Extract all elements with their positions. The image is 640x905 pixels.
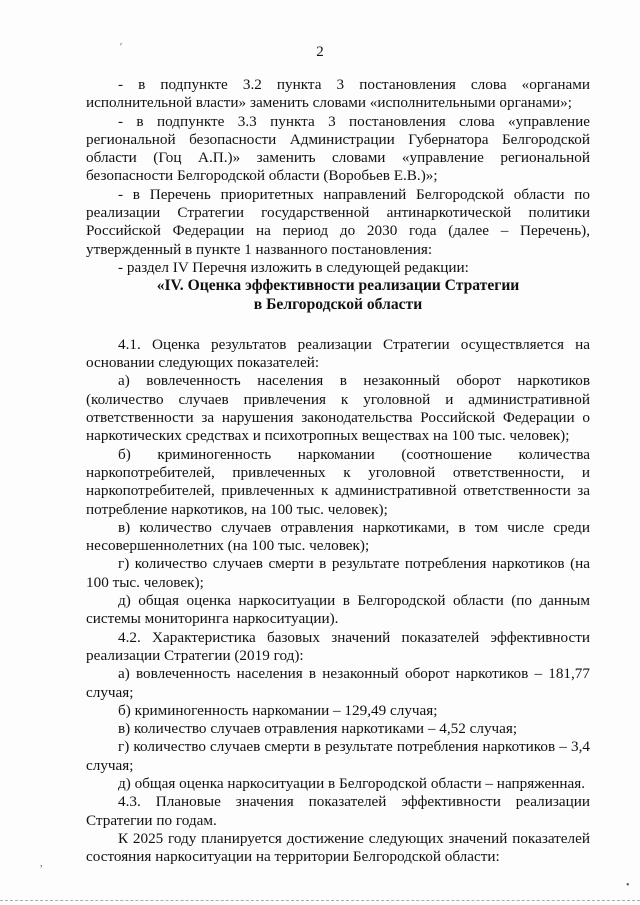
page-number: 2 <box>316 44 324 60</box>
paragraph-4-1-b: б) криминогенность наркомании (соотношение количества наркопотребителей, привлеченных к уголовной ответственности, и наркопотребителей, привлеченных к административной ответственности за потребление наркотиков, на 100 тыс. человек); <box>86 445 590 518</box>
paragraph-priority-list: - в Перечень приоритетных направлений Белгородской области по реализации Стратегии государственной антинаркотической политики Российской Федерации на период до 2030 года (далее – Перечень), утвержденный в пункте 1 названного постановления: <box>86 185 590 258</box>
document-body <box>86 76 590 866</box>
paragraph-4-2: 4.2. Характеристика базовых значений показателей эффективности реализации Стратегии (2019 год): <box>86 628 590 664</box>
paragraph-4-2-d: д) общая оценка наркоситуации в Белгородской области – напряженная. <box>118 774 585 792</box>
scan-speck: • <box>626 880 630 891</box>
paragraph-section-iv-intro: - раздел IV Перечня изложить в следующей редакции: <box>118 258 469 276</box>
heading-spacer <box>86 314 590 336</box>
paragraph-4-1-v: в) количество случаев отравления наркотиками, в том числе среди несовершеннолетних (на 100 тыс. человек); <box>86 518 590 555</box>
paragraph-4-1: 4.1. Оценка результатов реализации Стратегии осуществляется на основании следующих показателей: <box>86 335 590 372</box>
section-heading-line1: «IV. Оценка эффективности реализации Стратегии <box>156 277 520 295</box>
scan-speck: ′ <box>120 42 123 53</box>
section-heading-line2: в Белгородской области <box>253 295 423 313</box>
scan-bottom-edge <box>0 899 640 901</box>
paragraph-4-2-a: а) вовлеченность населения в незаконный оборот наркотиков – 181,77 случая; <box>86 665 590 701</box>
paragraph-subclause-3-3: - в подпункте 3.3 пункта 3 постановления слова «управление региональной безопасности Администрации Губернатора Белгородской области (Гоц А.П.)» заменить словами «управление региональной безопасности Белгородской области (Воробьев Е.В.)»; <box>86 112 590 185</box>
paragraph-4-3: 4.3. Плановые значения показателей эффективности реализации Стратегии по годам. <box>86 793 590 829</box>
paragraph-4-1-d: д) общая оценка наркоситуации в Белгородской области (по данным системы мониторинга наркоситуации). <box>86 592 590 628</box>
paragraph-subclause-3-2: - в подпункте 3.2 пункта 3 постановления слова «органами исполнительной власти» заменить словами «исполнительными органами»; <box>86 76 590 112</box>
paragraph-4-2-v: в) количество случаев отравления наркотиками – 4,52 случая; <box>118 720 518 738</box>
paragraph-4-1-a: а) вовлеченность населения в незаконный оборот наркотиков (количество случаев привлечения к уголовной и административной ответственности за нарушения законодательства Российской Федерации о наркотических средствах и психотропных веществах на 100 тыс. человек); <box>86 372 590 445</box>
paragraph-2025-target: К 2025 году планируется достижение следующих значений показателей состояния наркоситуации на территории Белгородской области: <box>86 829 590 866</box>
scan-speck: , <box>40 858 43 869</box>
paragraph-4-2-b: б) криминогенность наркомании – 129,49 случая; <box>118 701 438 719</box>
paragraph-4-1-g: г) количество случаев смерти в результате потребления наркотиков (на 100 тыс. человек); <box>86 555 590 591</box>
paragraph-4-2-g: г) количество случаев смерти в результате потребления наркотиков – 3,4 случая; <box>86 738 590 774</box>
